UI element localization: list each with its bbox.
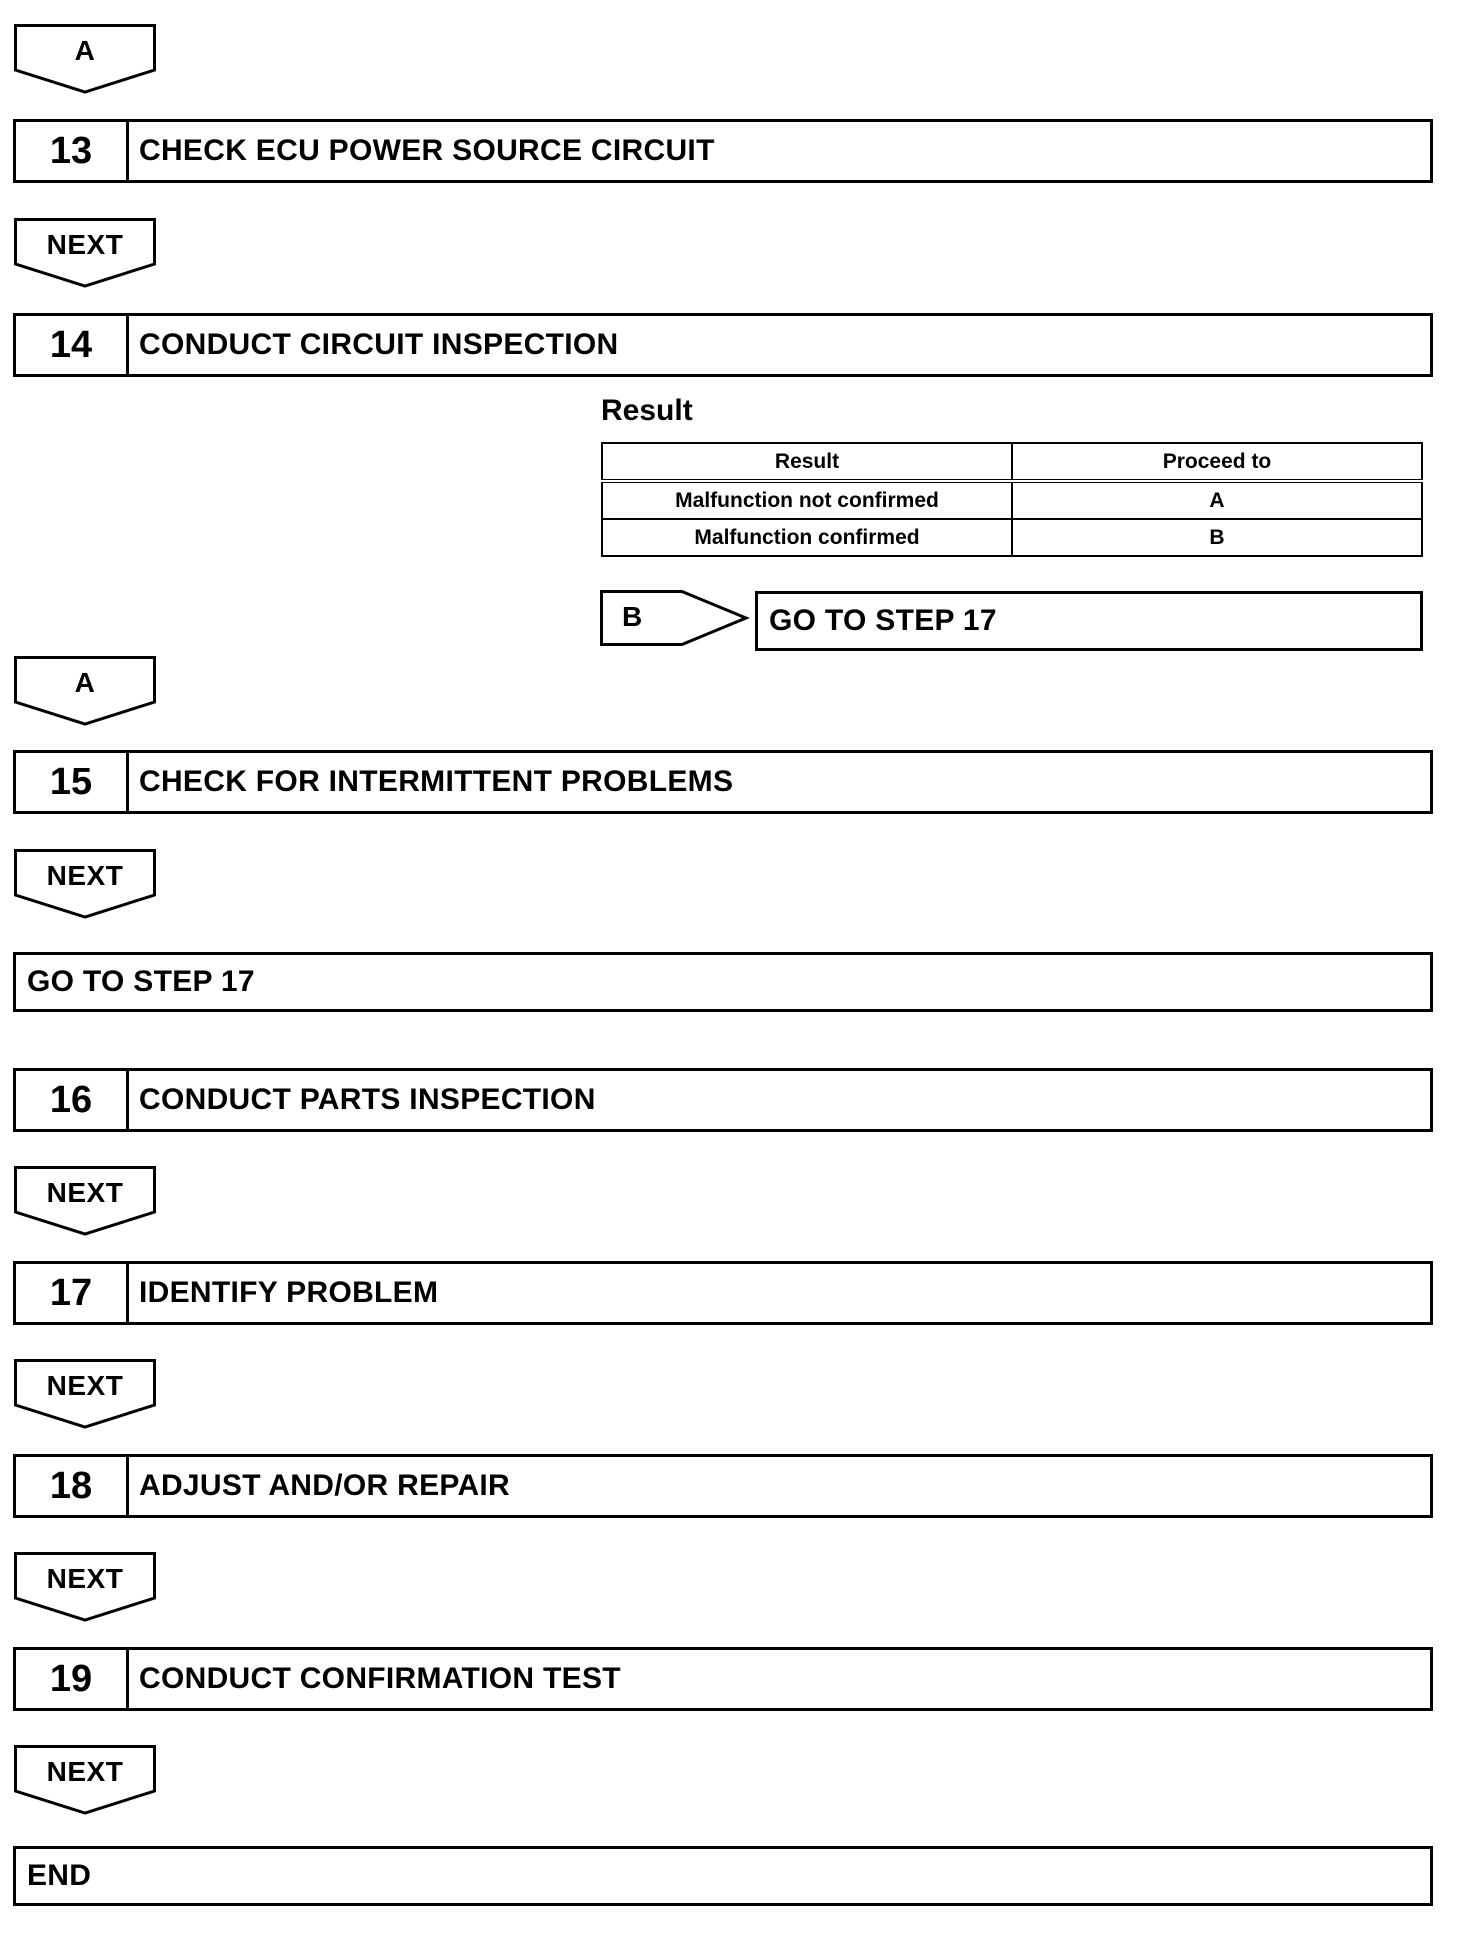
- table-cell: Malfunction confirmed: [602, 519, 1012, 556]
- result-table: [601, 442, 1423, 557]
- next-arrow-4: [14, 1359, 156, 1429]
- table-cell: Malfunction not confirmed: [602, 481, 1012, 519]
- step-15-number: 15: [16, 753, 129, 811]
- step-13-box: [13, 119, 1433, 183]
- next-arrow-5-label: NEXT: [46, 1563, 124, 1594]
- step-14-title: CONDUCT CIRCUIT INSPECTION: [139, 328, 619, 361]
- step-18-box: [13, 1454, 1433, 1518]
- branch-b-label: B: [622, 601, 643, 632]
- branch-a-arrow-2: [14, 656, 156, 726]
- branch-b-goto-box: GO TO STEP 17: [755, 591, 1423, 651]
- step-16-number: 16: [16, 1071, 129, 1129]
- step-17-title: IDENTIFY PROBLEM: [139, 1276, 439, 1309]
- step-19-number: 19: [16, 1650, 129, 1708]
- table-row: [602, 519, 1422, 556]
- branch-a-label-2: A: [74, 667, 96, 698]
- next-arrow-1-label: NEXT: [46, 229, 124, 260]
- step-19-box: [13, 1647, 1433, 1711]
- step-13-number: 13: [16, 122, 129, 180]
- step-15-title: CHECK FOR INTERMITTENT PROBLEMS: [139, 765, 734, 798]
- result-heading: Result: [601, 394, 693, 427]
- step-15-box: [13, 750, 1433, 814]
- table-row: [602, 481, 1422, 519]
- branch-a-label: A: [74, 35, 96, 66]
- step-14-number: 14: [16, 316, 129, 374]
- table-cell: A: [1012, 481, 1422, 519]
- next-arrow-5: [14, 1552, 156, 1622]
- result-table-header-row: [602, 443, 1422, 481]
- step-18-number: 18: [16, 1457, 129, 1515]
- branch-b-arrow: [600, 590, 748, 646]
- step-17-number: 17: [16, 1264, 129, 1322]
- next-arrow-2-label: NEXT: [46, 860, 124, 891]
- table-cell: B: [1012, 519, 1422, 556]
- step-17-box: [13, 1261, 1433, 1325]
- next-arrow-6-label: NEXT: [46, 1756, 124, 1787]
- branch-a-arrow: [14, 24, 156, 94]
- step-18-title: ADJUST AND/OR REPAIR: [139, 1469, 511, 1502]
- step-14-box: [13, 313, 1433, 377]
- step-19-title: CONDUCT CONFIRMATION TEST: [139, 1662, 621, 1695]
- next-arrow-3: [14, 1166, 156, 1236]
- next-arrow-4-label: NEXT: [46, 1370, 124, 1401]
- next-arrow-2: [14, 849, 156, 919]
- end-box: END: [13, 1846, 1433, 1906]
- result-column-header: Result: [602, 443, 1012, 481]
- next-arrow-3-label: NEXT: [46, 1177, 124, 1208]
- step-16-box: [13, 1068, 1433, 1132]
- step-13-title: CHECK ECU POWER SOURCE CIRCUIT: [139, 134, 715, 167]
- next-arrow-6: [14, 1745, 156, 1815]
- proceed-to-column-header: Proceed to: [1012, 443, 1422, 481]
- next-arrow-1: [14, 218, 156, 288]
- step-16-title: CONDUCT PARTS INSPECTION: [139, 1083, 596, 1116]
- goto-step-17-box: GO TO STEP 17: [13, 952, 1433, 1012]
